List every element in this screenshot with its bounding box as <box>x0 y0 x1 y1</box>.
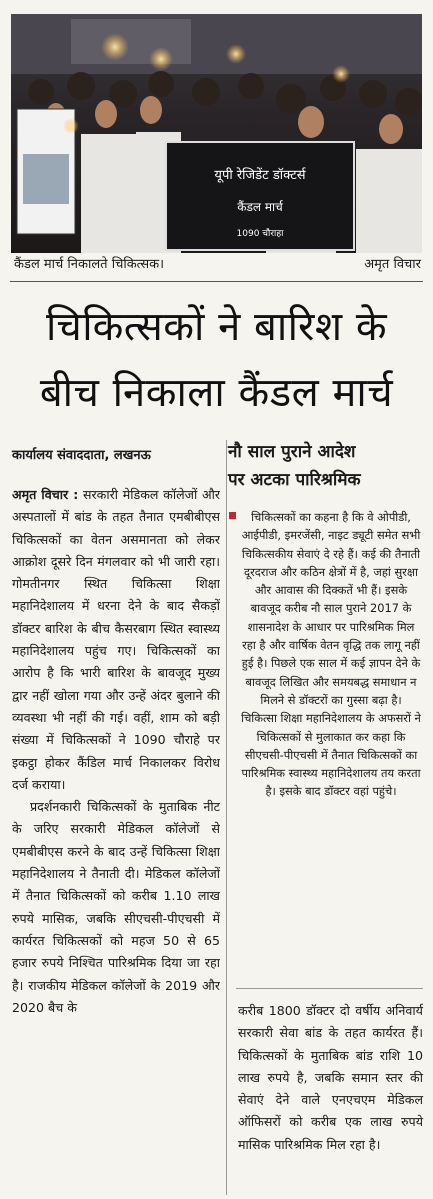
photo-caption: कैंडल मार्च निकालते चिकित्सक। <box>14 257 165 272</box>
subheading-line1: नौ साल पुराने आदेश <box>228 442 356 462</box>
byline: कार्यालय संवाददाता, लखनऊ <box>12 448 151 463</box>
banner-line1: यूपी रेजिडेंट डॉक्टर्स <box>214 168 306 183</box>
photo-credit: अमृत विचार <box>364 257 421 272</box>
subheading <box>228 438 423 494</box>
divider <box>10 281 423 282</box>
bullet-marker <box>229 512 236 519</box>
headline-line1: चिकित्सकों ने बारिश के <box>45 304 388 350</box>
banner-line3: 1090 चौराहा <box>236 229 284 239</box>
column-divider <box>226 440 227 1195</box>
sidebar-column: चिकित्सकों का कहना है कि वे ओपीडी, आईपीडी, इमरजेंसी, नाइट ड्यूटी समेत सभी चिकित्सकीय सेवाएं दे रहे हैं। कई की तैनाती दूरदराज और कठिन क्षेत्रों में है, जहां सुरक्षा और आवास की दिक्कतें भी हैं। इसके बावजूद करीब नौ साल पुराने 2017 के शासनादेश के आधार पर पारिश्रमिक मिल रहा है और वार्षिक वेतन वृद्धि तक लागू नहीं हुई है। पिछले एक साल में कई ज्ञापन देने के बावजूद लिखित और समयबद्ध समाधान न मिलने से डॉक्टरों का गुस्सा बढ़ा है। चिकित्सा शिक्षा महानिदेशालय के अफसरों ने चिकित्सकों से मुलाकात कर कहा कि सीएचसी-पीएचसी में तैनात चिकित्सकों का पारिश्रमिक स्वास्थ्य महानिदेशालय तय करता है। इसके बाद डॉक्टर वहां पहुंचे। <box>241 510 421 799</box>
subheading-line2: पर अटका पारिश्रमिक <box>228 470 361 490</box>
banner-line2: कैंडल मार्च <box>237 200 283 214</box>
news-photo <box>11 14 422 253</box>
article-body-left <box>12 484 220 1068</box>
headline-line2: बीच निकाला कैंडल मार्च <box>39 370 394 416</box>
paragraph-1: सरकारी मेडिकल कॉलेजों और अस्पतालों में बांड के तहत तैनात एमबीबीएस चिकित्सकों का वेतन असमानता को लेकर आक्रोश दूसरे दिन मंगलवार को भी जारी रहा। गोमतीनगर स्थित चिकित्सा शिक्षा महानिदेशालय में धरना देने के बाद सैकड़ों डॉक्टर बारिश के बीच कैसरबाग स्थित स्वास्थ्य महानिदेशालय पहुंच गए। चिकित्सकों का आरोप है कि भारी बारिश के बावजूद मुख्य द्वार नहीं खोला गया और उन्हें अंदर बुलाने की व्यवस्था भी नहीं की गई। वहीं, शाम को बड़ी संख्या में चिकित्सकों ने 1090 चौराहे पर इकट्ठा होकर कैंडिल मार्च निकालकर विरोध दर्ज कराया। <box>12 487 220 792</box>
article-body-bottom-right: करीब 1800 डॉक्टर दो वर्षीय अनिवार्य सरकारी सेवा बांड के तहत कार्यरत हैं। चिकित्सकों के मुताबिक बांड राशि 10 लाख रुपये है, जबकि समान स्तर की सेवाएं देने वाले एनएचएम मेडिकल ऑफिसरों को करीब एक लाख रुपये मासिक पारिश्रमिक मिल रहा है। <box>238 1003 423 1152</box>
dateline: अमृत विचार : <box>12 487 79 502</box>
paragraph-2: प्रदर्शनकारी चिकित्सकों के मुताबिक नीट के जरिए सरकारी मेडिकल कॉलेजों से एमबीबीएस करने के बाद उन्हें चिकित्सा शिक्षा महानिदेशालय ने तैनाती दी। मेडिकल कॉलेजों में तैनात चिकित्सकों को करीब 1.10 लाख रुपये मासिक, जबकि सीएचसी-पीएचसी में कार्यरत चिकित्सकों को महज 50 से 65 हजार रुपये निश्चित पारिश्रमिक दिया जा रहा है। राजकीय मेडिकल कॉलेजों के 2019 और 2020 बैच के <box>12 799 220 1015</box>
sidebar-end-divider <box>236 988 423 989</box>
